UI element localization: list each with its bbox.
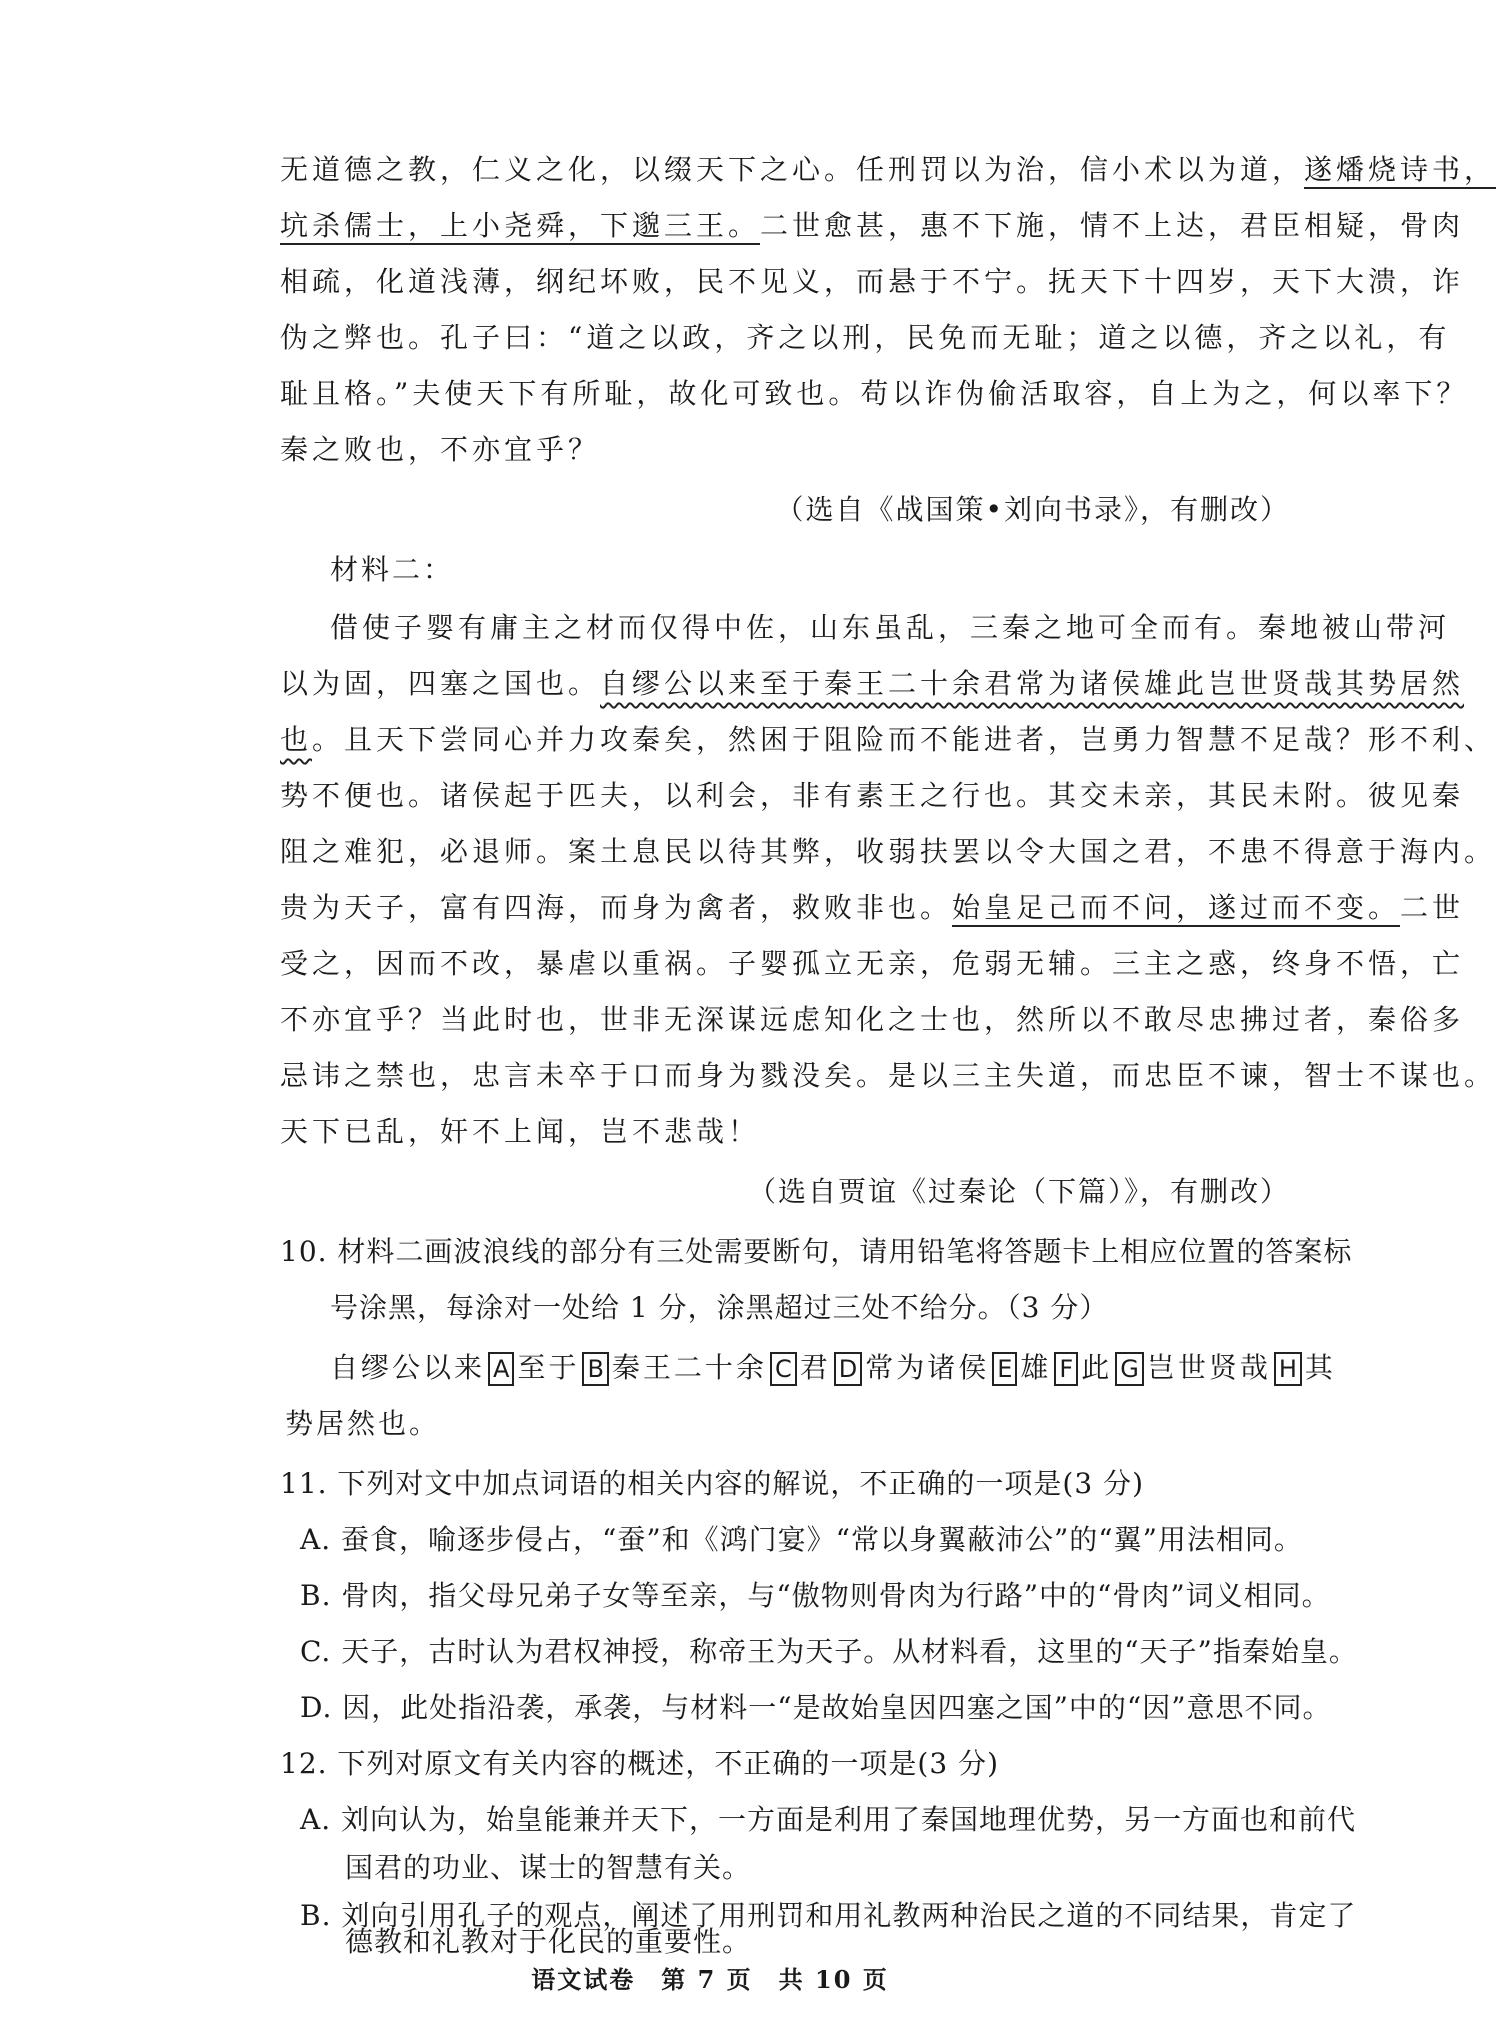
passage1-line-2: [280, 198, 1465, 254]
passage1-line-3: 相疏，化道浅薄，纲纪坏败，民不见义，而悬于不宁。抚天下十四岁，天下大溃，诈: [280, 265, 1465, 298]
q10-stem-line-1: 10. 材料二画波浪线的部分有三处需要断句，请用铅笔将答题卡上相应位置的答案标: [280, 1235, 1353, 1268]
passage2-line-2: [280, 656, 1465, 712]
answer-box-b[interactable]: B: [582, 1352, 608, 1386]
q11-option-c: C. 天子，古时认为君权神授，称帝王为天子。从材料看，这里的“天子”指秦始皇。: [300, 1635, 1358, 1668]
text-span: 以为固，四塞之国也。: [280, 667, 601, 700]
passage1-source: （选自《战国策•刘向书录》，有删改）: [775, 493, 1290, 526]
q12-option-b-line-2: 德教和礼教对于化民的重要性。: [345, 1925, 752, 1958]
page-footer: 语文试卷 第 7 页 共 10 页: [531, 1965, 889, 1994]
passage2-line-8: 不亦宜乎？当此时也，世非无深谋远虑知化之士也，然所以不敢尽忠拂过者，秦俗多: [280, 1003, 1465, 1036]
segment: 至于: [517, 1351, 580, 1384]
q12-stem: 12. 下列对原文有关内容的概述，不正确的一项是(3 分): [280, 1747, 999, 1780]
passage2-line-10: 天下已乱，奸不上闻，岂不悲哉！: [280, 1115, 761, 1148]
passage2-line-5: 阻之难犯，必退师。案土息民以待其弊，收弱扶罢以令大国之君，不患不得意于海内。: [280, 835, 1496, 868]
answer-box-f[interactable]: F: [1054, 1352, 1078, 1386]
q12-option-a-line-2: 国君的功业、谋士的智慧有关。: [345, 1851, 752, 1884]
answer-box-e[interactable]: E: [992, 1352, 1017, 1386]
passage2-source: （选自贾谊《过秦论（下篇）》，有删改）: [747, 1175, 1290, 1208]
passage1-line-6: 秦之败也，不亦宜乎？: [280, 433, 601, 466]
q11-option-d: D. 因，此处指沿袭，承袭，与材料一“是故始皇因四塞之国”中的“因”意思不同。: [300, 1691, 1332, 1724]
passage2-heading: 材料二：: [330, 553, 455, 586]
text-span: 贵为天子，富有四海，而身为禽者，救败非也。: [280, 891, 953, 924]
passage1-line-4: 伪之弊也。孔子曰：“道之以政，齐之以刑，民免而无耻；道之以德，齐之以礼，有: [280, 321, 1451, 354]
text-span: 二世: [1400, 891, 1465, 924]
segment: 此: [1081, 1351, 1113, 1384]
passage2-line-9: 忌讳之禁也，忠言未卒于口而身为戮没矣。是以三主失道，而忠臣不谏，智士不谋也。: [280, 1059, 1496, 1092]
underlined-text: 遂燔烧诗书，: [1304, 153, 1496, 186]
underlined-text: 坑杀儒士，上小尧舜，下邈三王。: [280, 209, 761, 242]
q10-stem-line-2: 号涂黑，每涂对一处给 1 分，涂黑超过三处不给分。（3 分）: [330, 1291, 1109, 1324]
text-span: 。且天下尝同心并力攻秦矣，然困于阻险而不能进者，岂勇力智慧不足哉？形不利、: [312, 723, 1496, 756]
underlined-text: 始皇足己而不问，遂过而不变。: [952, 891, 1401, 924]
passage2-line-1: 借使子婴有庸主之材而仅得中佐，山东虽乱，三秦之地可全而有。秦地被山带河: [330, 611, 1451, 644]
passage2-line-6: [280, 880, 1465, 936]
q12-option-a-line-1: A. 刘向认为，始皇能兼并天下，一方面是利用了秦国地理优势，另一方面也和前代: [300, 1803, 1357, 1836]
passage1-line-1: [280, 142, 1496, 198]
answer-box-a[interactable]: A: [488, 1352, 514, 1386]
wavy-underlined-text: 也: [280, 723, 313, 756]
answer-box-h[interactable]: H: [1274, 1352, 1302, 1386]
q11-option-a: A. 蚕食，喻逐步侵占，“蚕”和《鸿门宴》“常以身翼蔽沛公”的“翼”用法相同。: [300, 1523, 1303, 1556]
answer-box-d[interactable]: D: [834, 1352, 862, 1386]
segment: 自缪公以来: [330, 1351, 486, 1384]
segment: 其: [1304, 1351, 1336, 1384]
segment: 雄: [1020, 1351, 1052, 1384]
q12-option-b-line-1: B. 刘向引用孔子的观点，阐述了用刑罚和用礼教两种治民之道的不同结果，肯定了: [300, 1899, 1357, 1932]
wavy-underlined-text: 自缪公以来至于秦王二十余君常为诸侯雄此岂世贤哉其势居然: [600, 667, 1465, 700]
q11-stem: 11. 下列对文中加点词语的相关内容的解说，不正确的一项是(3 分): [280, 1467, 1144, 1500]
answer-box-g[interactable]: G: [1115, 1352, 1144, 1386]
answer-box-c[interactable]: C: [770, 1352, 797, 1386]
segment: 君: [799, 1351, 831, 1384]
text-span: 二世愈甚，惠不下施，情不上达，君臣相疑，骨肉: [760, 209, 1465, 242]
passage2-line-4: 势不便也。诸侯起于匹夫，以利会，非有素王之行也。其交未亲，其民未附。彼见秦: [280, 779, 1465, 812]
passage2-line-3: [280, 712, 1496, 768]
segment: 岂世贤哉: [1146, 1351, 1271, 1384]
q10-answer-tail: 势居然也。: [285, 1407, 441, 1440]
q11-option-b: B. 骨肉，指父母兄弟子女等至亲，与“傲物则骨肉为行路”中的“骨肉”词义相同。: [300, 1579, 1331, 1612]
passage2-line-7: 受之，因而不改，暴虐以重祸。子婴孤立无亲，危弱无辅。三主之惑，终身不悟，亡: [280, 947, 1465, 980]
passage1-line-5: 耻且格。”夫使天下有所耻，故化可致也。苟以诈伪偷活取容，自上为之，何以率下？: [280, 377, 1469, 410]
text-span: 无道德之教，仁义之化，以缀天下之心。任刑罚以为治，信小术以为道，: [280, 153, 1305, 186]
segment: 常为诸侯: [865, 1351, 990, 1384]
segment: 秦王二十余: [611, 1351, 767, 1384]
q10-answer-line: [330, 1340, 1336, 1396]
